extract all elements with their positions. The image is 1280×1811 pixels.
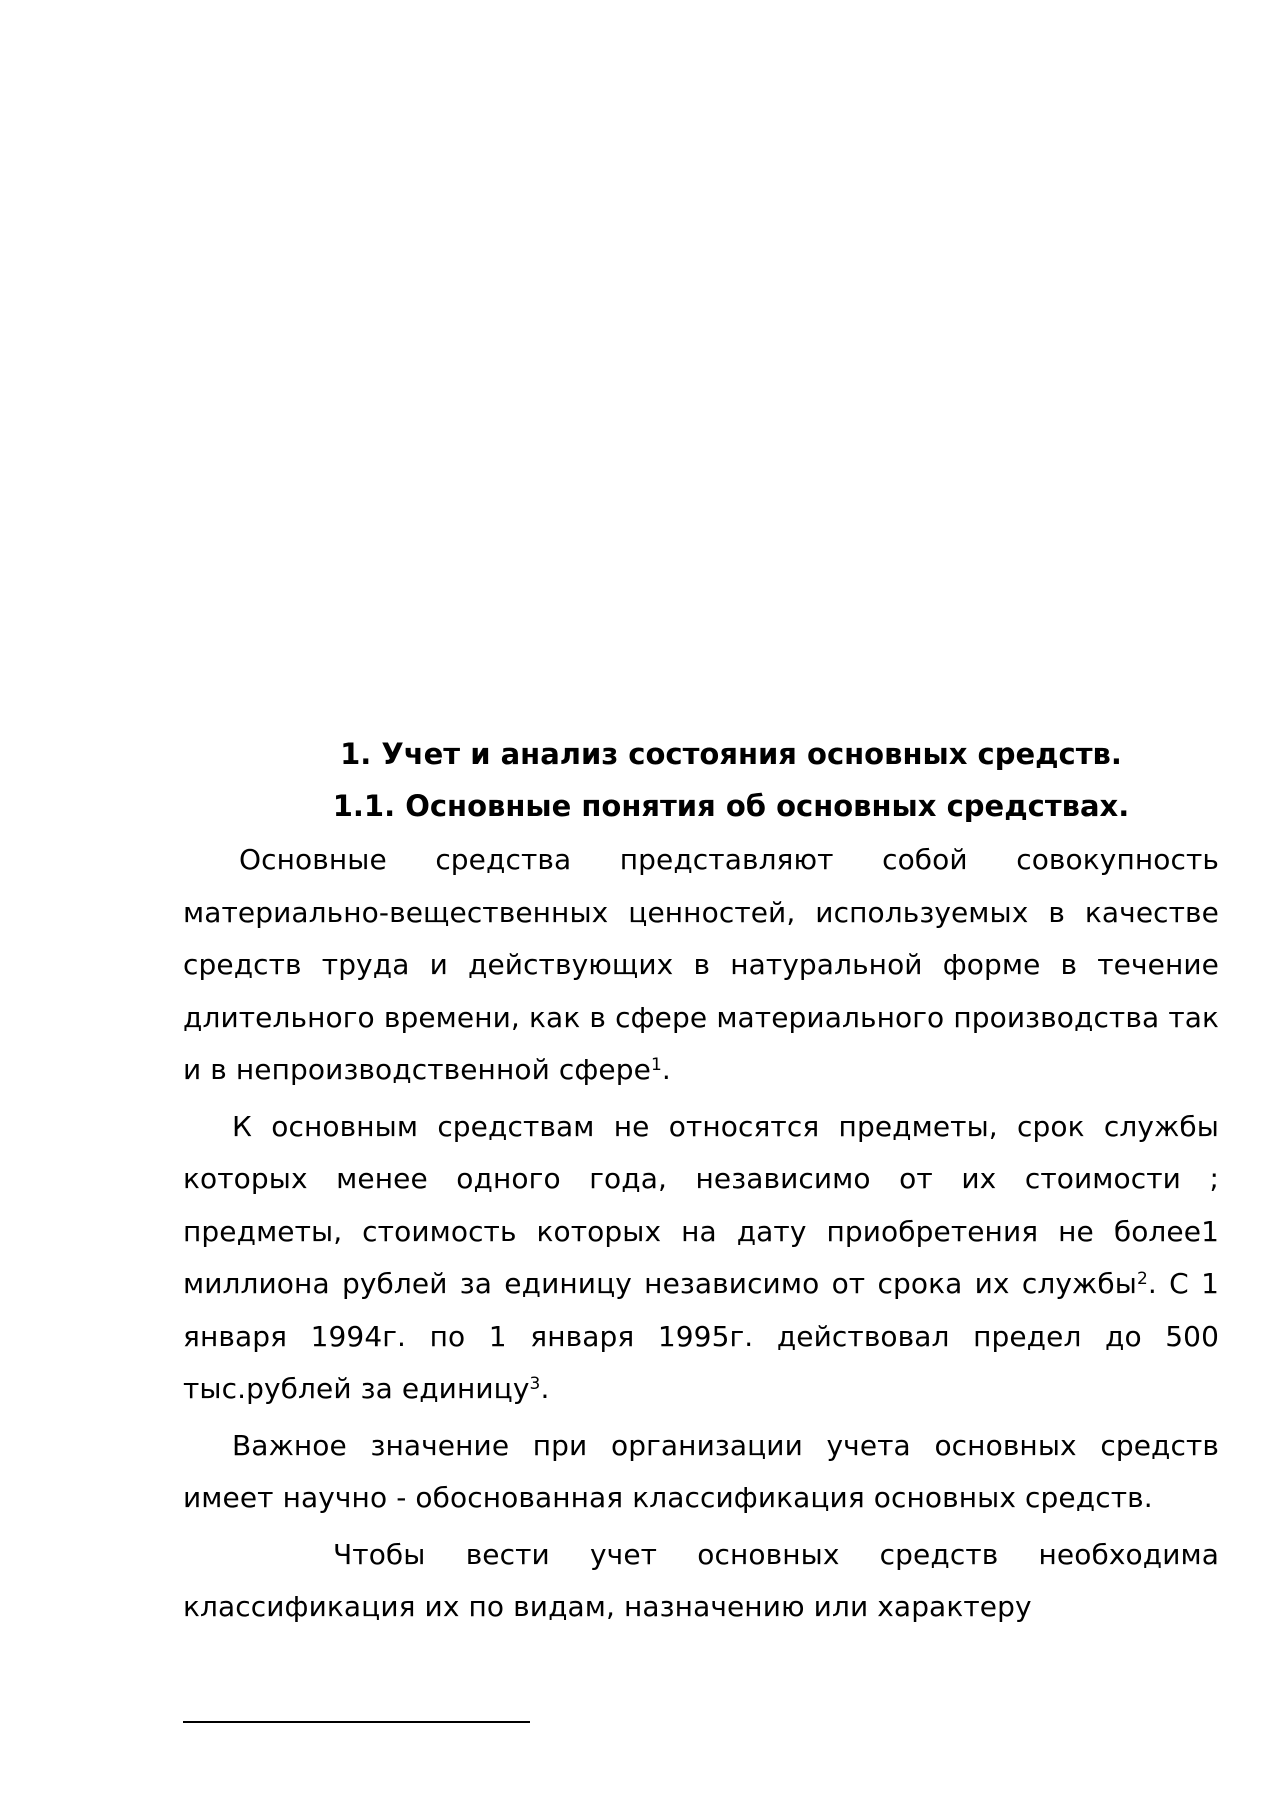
footnote-reference: 1: [650, 1055, 662, 1075]
chapter-heading: 1. Учет и анализ состояния основных средств.: [340, 737, 1122, 771]
footnote-separator: [183, 1721, 530, 1723]
paragraph-text: Основные средства представляют собой совокупность материально-вещественных ценностей, используемых в качестве средств труда и действующих в натуральной форме в течение длительного времени, как в сфере материального производства так и в непроизводственной сфере: [183, 843, 1219, 1086]
footnote-reference: 3: [529, 1374, 541, 1394]
document-body: [183, 728, 1219, 1638]
paragraph-tail: .: [661, 1053, 671, 1086]
paragraph-text-continued: С 1 января 1994г. по 1 января 1995г. действовал предел до 500 тыс.рублей за единицу: [183, 1267, 1219, 1405]
paragraph-exclusions: [183, 1101, 1219, 1416]
section-heading: 1.1. Основные понятия об основных средствах.: [332, 789, 1130, 823]
paragraph-fixed-assets-definition: [183, 834, 1219, 1097]
paragraph-text: Важное значение при организации учета основных средств имеет научно - обоснованная классификация основных средств.: [183, 1428, 1219, 1514]
footnote-reference: 2: [1136, 1269, 1148, 1289]
paragraph-text: Чтобы вести учет основных средств необходима классификация их по видам, назначению или характеру: [183, 1537, 1219, 1623]
paragraph-classification-importance: [183, 1420, 1219, 1525]
paragraph-tail: .: [540, 1372, 550, 1405]
paragraph-text: К основным средствам не относятся предметы, срок службы которых менее одного года, независимо от их стоимости ; предметы, стоимость которых на дату приобретения не более1 миллиона рублей за единицу независимо от срока их службы: [183, 1109, 1219, 1300]
paragraph-tail: .: [1147, 1267, 1157, 1300]
paragraph-classification-need: [183, 1529, 1219, 1634]
